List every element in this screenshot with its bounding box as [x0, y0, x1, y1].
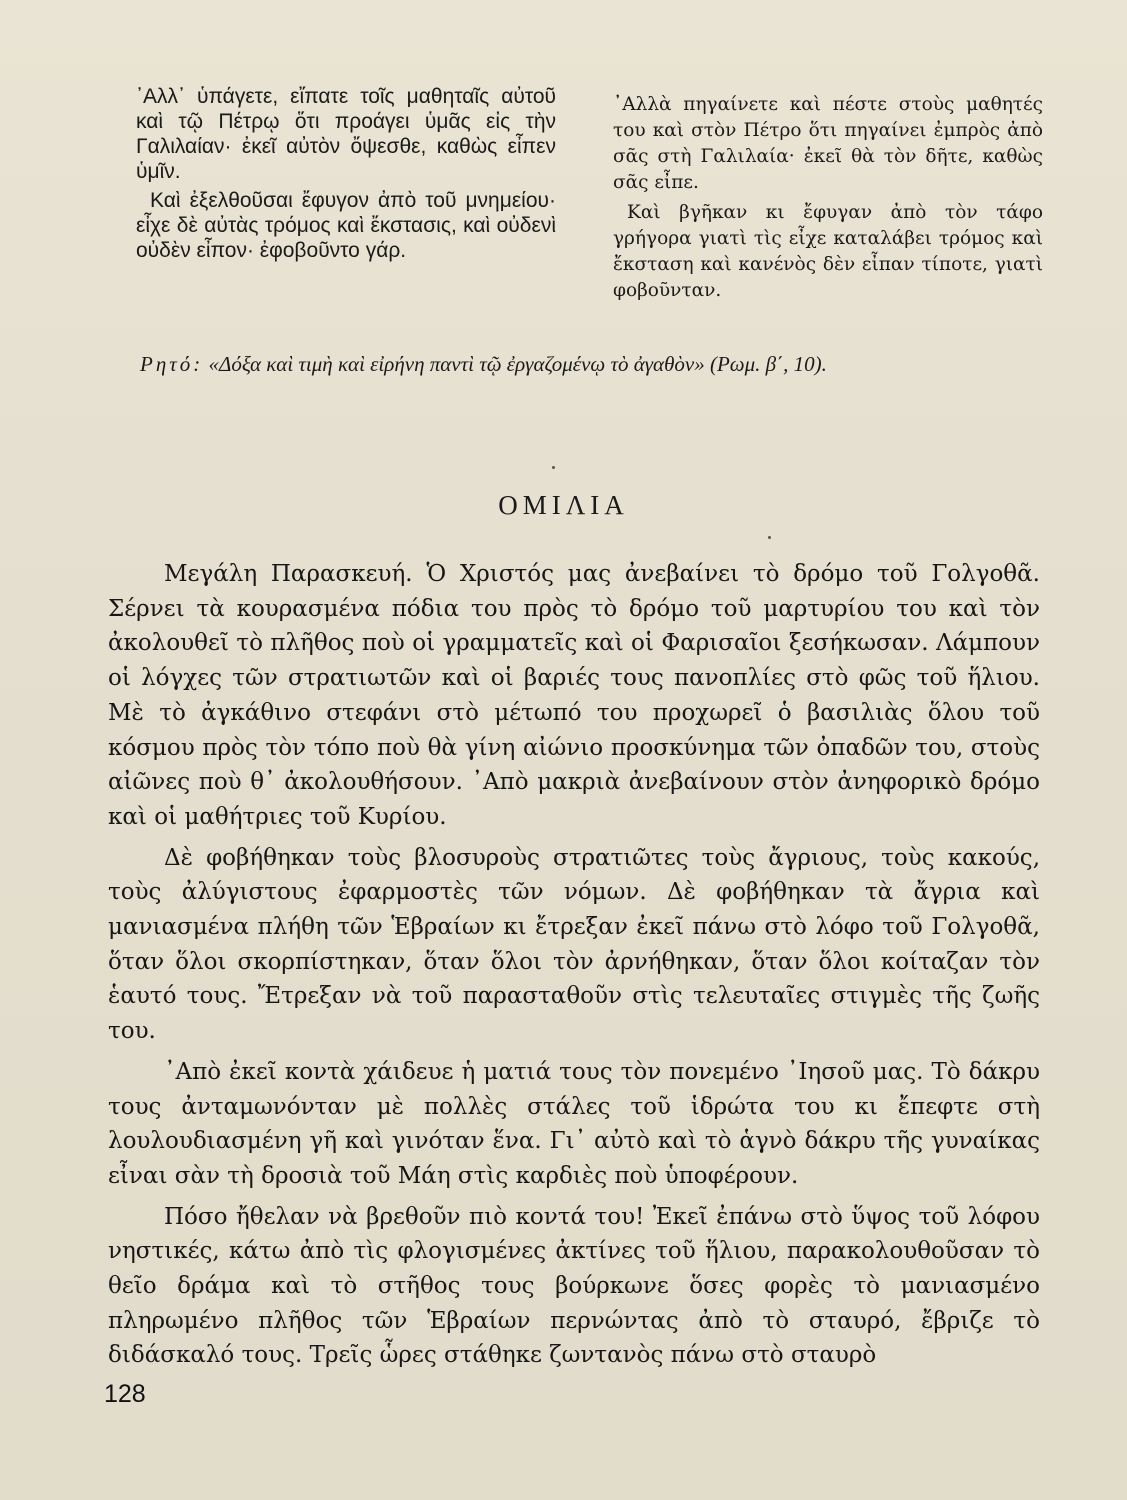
rhto-text: «Δόξα καὶ τιμὴ καὶ εἰρήνη παντὶ τῷ ἐργαζομένῳ τὸ ἀγαθὸν» (Ρωμ. β΄, 10).	[208, 352, 827, 376]
translation-verse-1: ᾿Αλλὰ πηγαίνετε καὶ πέστε στοὺς μαθητές του καὶ στὸν Πέτρο ὅτι πηγαίνει ἐμπρὸς ἀπὸ σᾶς στὴ Γαλιλαία· ἐκεῖ θὰ τὸν δῆτε, καθὼς σᾶς εἶπε.	[613, 94, 1043, 193]
body-paragraph-3: ᾿Απὸ ἐκεῖ κοντὰ χάιδευε ἡ ματιά τους τὸν πονεμένο ᾿Ιησοῦ μας. Τὸ δάκρυ τους ἀνταμωνόνταν μὲ πολλὲς στάλες τοῦ ἱδρώτα του κι ἔπεφτε στὴ λουλουδιασμένη γῆ καὶ γινόταν ἕνα. Γι᾿ αὐτὸ καὶ τὸ ἁγνὸ δάκρυ τῆς γυναίκας εἶναι σὰν τὴ δροσιὰ τοῦ Μάη στὶς καρδιὲς ποὺ ὑποφέρουν.	[108, 1058, 1040, 1189]
original-verse-1: ᾿Αλλ᾿ ὑπάγετε, εἴπατε τοῖς μαθηταῖς αὐτοῦ καὶ τῷ Πέτρῳ ὅτι προάγει ὑμᾶς εἰς τὴν Γαλιλαίαν· ἐκεῖ αὐτὸν ὄψεσθε, καθὼς εἶπεν ὑμῖν.	[136, 85, 556, 183]
page-number: 128	[104, 1380, 146, 1408]
translation-verse-2: Καὶ βγῆκαν κι ἔφυγαν ἀπὸ τὸν τάφο γρήγορα γιατὶ τὶς εἶχε καταλάβει τρόμος καὶ ἔκσταση καὶ κανένὸς δὲν εἶπαν τίποτε, γιατὶ φοβοῦνταν.	[613, 202, 1043, 301]
homily-body	[108, 557, 1040, 1373]
rhto-label: Ρητό:	[140, 352, 204, 376]
rhto-quote	[140, 352, 1060, 377]
body-paragraph-2: Δὲ φοβήθηκαν τοὺς βλοσυροὺς στρατιῶτες τοὺς ἄγριους, τοὺς κακούς, τοὺς ἀλύγιστους ἐφαρμοστὲς τῶν νόμων. Δὲ φοβήθηκαν τὰ ἄγρια καὶ μανιασμένα πλήθη τῶν Ἑβραίων κι ἔτρεξαν ἐκεῖ πάνω στὸ λόφο τοῦ Γολγοθᾶ, ὅταν ὅλοι σκορπίστηκαν, ὅταν ὅλοι τὸν ἀρνήθηκαν, ὅταν ὅλοι κοίταζαν τὸν ἑαυτό τους. Ἔτρεξαν νὰ τοῦ παρασταθοῦν στὶς τελευταῖες στιγμὲς τῆς ζωῆς του.	[108, 844, 1040, 1045]
body-paragraph-4: Πόσο ἤθελαν νὰ βρεθοῦν πιὸ κοντά του! Ἐκεῖ ἐπάνω στὸ ὕψος τοῦ λόφου νηστικές, κάτω ἀπὸ τὶς φλογισμένες ἀκτίνες τοῦ ἥλιου, παρακολουθοῦσαν τὸ θεῖο δράμα καὶ τὸ στῆθος τους βούρκωνε ὅσες φορὲς τὸ μανιασμένο πληρωμένο πλῆθος τῶν Ἑβραίων περνώντας ἀπὸ τὸ σταυρό, ἔβριζε τὸ διδάσκαλό τους. Τρεῖς ὧρες στάθηκε ζωντανὸς πάνω στὸ σταυρὸ	[108, 1203, 1040, 1369]
body-paragraph-1: Μεγάλη Παρασκευή. Ὁ Χριστός μας ἀνεβαίνει τὸ δρόμο τοῦ Γολγοθᾶ. Σέρνει τὰ κουρασμένα πόδια του πρὸς τὸ δρόμο τοῦ μαρτυρίου του καὶ τὸν ἀκολουθεῖ τὸ πλῆθος ποὺ οἱ γραμματεῖς καὶ οἱ Φαρισαῖοι ξεσήκωσαν. Λάμπουν οἱ λόγχες τῶν στρατιωτῶν καὶ οἱ βαριές τους πανοπλίες στὸ φῶς τοῦ ἥλιου. Μὲ τὸ ἀγκάθινο στεφάνι στὸ μέτωπό του προχωρεῖ ὁ βασιλιὰς ὅλου τοῦ κόσμου πρὸς τὸν τόπο ποὺ θὰ γίνη αἰώνιο προσκύνημα τῶν ὀπαδῶν του, στοὺς αἰῶνες ποὺ θ᾿ ἀκολουθήσουν. ᾿Απὸ μακριὰ ἀνεβαίνουν στὸν ἀνηφορικὸ δρόμο καὶ οἱ μαθήτριες τοῦ Κυρίου.	[108, 561, 1040, 830]
original-text-column	[136, 84, 556, 263]
translation-column	[613, 92, 1043, 304]
speck	[552, 466, 555, 469]
homily-heading: ΟΜΙΛΙΑ	[498, 490, 629, 520]
speck	[768, 536, 771, 539]
original-verse-2: Καὶ ἐξελθοῦσαι ἔφυγον ἀπὸ τοῦ μνημείου· εἶχε δὲ αὐτὰς τρόμος καὶ ἔκστασις, καὶ οὐδενὶ οὐδὲν εἶπον· ἐφοβοῦντο γάρ.	[136, 189, 556, 262]
